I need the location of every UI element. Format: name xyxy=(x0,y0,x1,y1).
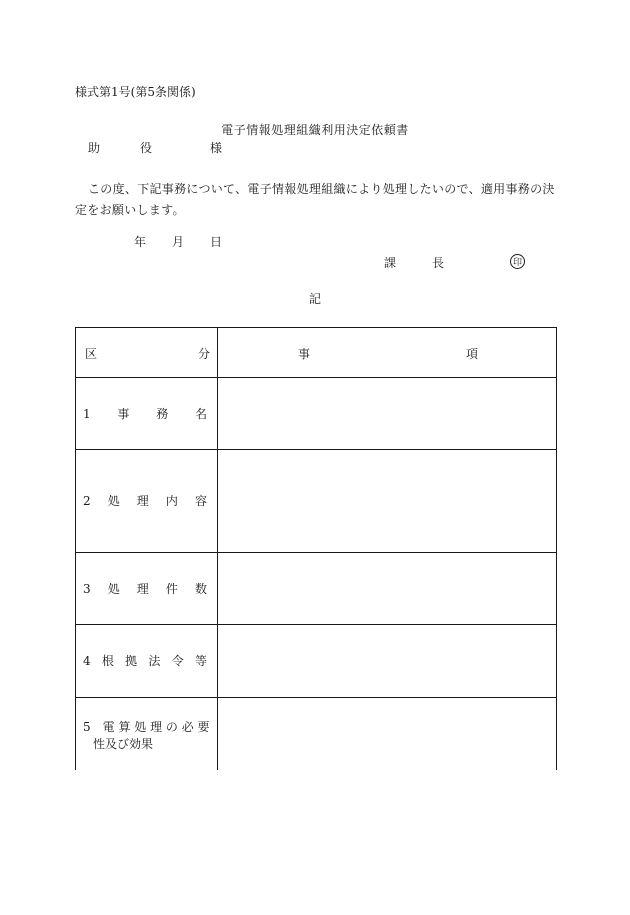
row-char: 処 xyxy=(107,582,120,596)
addressee-name: 助 役 xyxy=(88,141,167,155)
table-border-left xyxy=(75,327,76,770)
row-label-task-name xyxy=(83,408,207,420)
addressee xyxy=(88,142,222,154)
date-month: 月 xyxy=(172,235,185,249)
document-title: 電子情報処理組織利用決定依頼書 xyxy=(221,123,409,137)
row-label-processing-count xyxy=(83,583,207,595)
row-char: 令 xyxy=(171,654,184,668)
header-classification-char-2: 分 xyxy=(197,347,210,361)
header-classification-char-1: 区 xyxy=(85,347,98,361)
row-char: 2 xyxy=(83,494,91,508)
ki-heading: 記 xyxy=(308,292,321,306)
row-char: 数 xyxy=(194,582,207,596)
row-char: 3 xyxy=(83,582,91,596)
row-char: 件 xyxy=(165,582,178,596)
table-divider-1 xyxy=(75,377,557,378)
row-char: 事 xyxy=(117,407,130,421)
manager-line xyxy=(384,257,456,269)
row-label-computing-necessity xyxy=(83,719,215,753)
row-char: 拠 xyxy=(125,654,138,668)
row-char: 根 xyxy=(101,654,114,668)
table-divider-4 xyxy=(75,624,557,625)
table-column-divider xyxy=(217,327,218,770)
form-number: 様式第1号(第5条関係) xyxy=(75,85,196,99)
row-label-line-1: 5 電 算 処 理 の 必 要 xyxy=(83,720,210,734)
date-year: 年 xyxy=(134,235,147,249)
row-char: 名 xyxy=(194,407,207,421)
row-char: 法 xyxy=(148,654,161,668)
row-char: 処 xyxy=(107,494,120,508)
header-item xyxy=(298,348,478,360)
row-char: 4 xyxy=(83,654,91,668)
table-divider-2 xyxy=(75,449,557,450)
row-char: 内 xyxy=(165,494,178,508)
addressee-honorific: 様 xyxy=(210,141,223,155)
row-label-line-2: 性及び効果 xyxy=(93,737,154,751)
date-line xyxy=(134,236,248,248)
table-divider-3 xyxy=(75,552,557,553)
row-label-legal-basis xyxy=(83,655,207,667)
date-day: 日 xyxy=(210,235,223,249)
request-body-text: この度、下記事務について、電子情報処理組織により処理したいので、適用事務の決定をお願いします。 xyxy=(75,182,555,217)
header-classification xyxy=(85,348,210,360)
row-char: 理 xyxy=(136,582,149,596)
table-border-top xyxy=(75,327,557,328)
header-item-char-2: 項 xyxy=(465,347,478,361)
row-char: 等 xyxy=(194,654,207,668)
row-char: 容 xyxy=(194,494,207,508)
row-char: 務 xyxy=(156,407,169,421)
row-char: 理 xyxy=(136,494,149,508)
row-char: 1 xyxy=(83,407,91,421)
request-table xyxy=(75,327,557,770)
manager-title: 課 長 xyxy=(384,256,457,270)
table-divider-5 xyxy=(75,697,557,698)
table-border-right xyxy=(556,327,557,770)
seal-mark: 印 xyxy=(510,254,525,269)
row-label-processing-content xyxy=(83,495,207,507)
header-item-char-1: 事 xyxy=(298,347,311,361)
